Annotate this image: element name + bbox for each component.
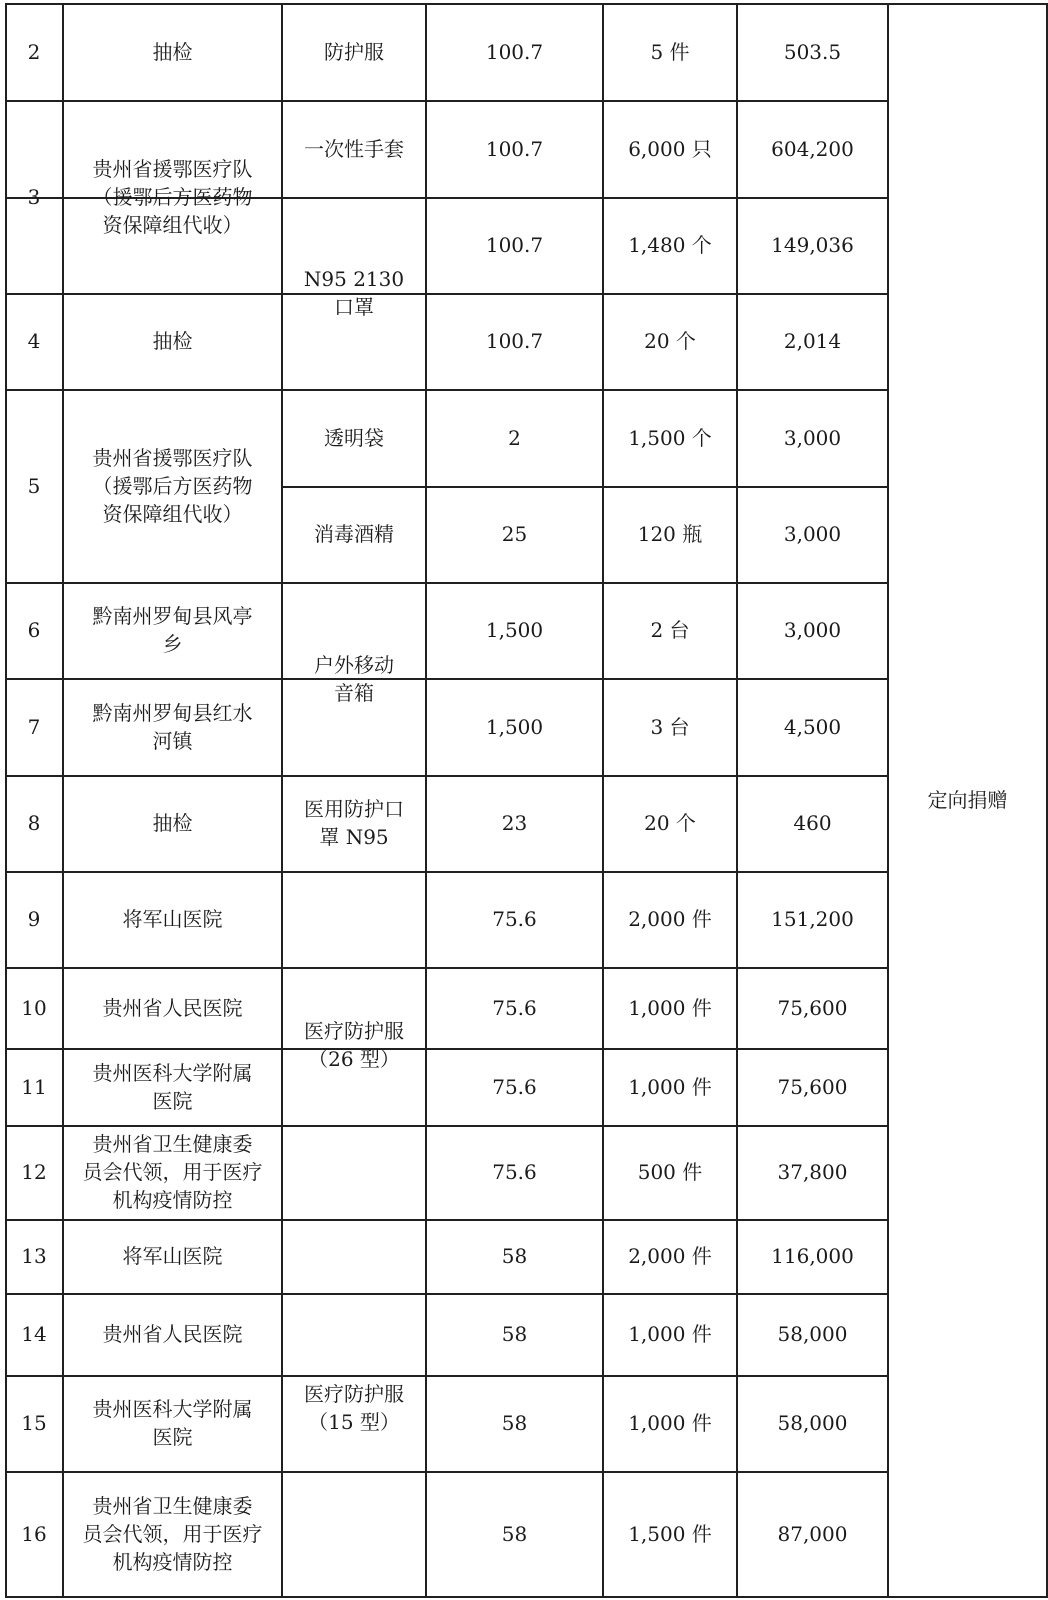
price-cell: 58	[501, 1322, 528, 1346]
grid-line	[5, 1596, 1048, 1598]
item-cell: 透明袋	[324, 425, 384, 450]
item-cell: 防护服	[324, 39, 384, 64]
amount-cell: 3,000	[783, 522, 842, 546]
recipient-cell: 贵州省援鄂医疗队 （援鄂后方医药物 资保障组代收）	[92, 156, 253, 237]
recipient-cell: 贵州省援鄂医疗队 （援鄂后方医药物 资保障组代收）	[92, 445, 253, 526]
row-number: 16	[21, 1521, 47, 1546]
quantity-cell: 6,000 只	[628, 136, 712, 161]
row-number: 13	[21, 1244, 47, 1268]
price-cell: 58	[501, 1521, 528, 1546]
amount-cell: 151,200	[771, 907, 854, 931]
quantity-cell: 2,000 件	[628, 907, 712, 931]
recipient-cell: 将军山医院	[122, 907, 223, 931]
row-number: 6	[27, 618, 41, 642]
amount-cell: 75,600	[777, 1074, 848, 1099]
price-cell: 1,500	[485, 618, 544, 642]
recipient-cell: 将军山医院	[122, 1244, 223, 1268]
price-cell: 25	[501, 522, 528, 546]
recipient-cell: 抽检	[152, 39, 193, 64]
recipient-cell: 黔南州罗甸县风亭 乡	[92, 604, 253, 656]
recipient-cell: 抽检	[152, 329, 193, 353]
row-number: 3	[27, 184, 41, 209]
quantity-cell: 2 台	[650, 618, 690, 642]
row-number: 7	[27, 714, 41, 739]
quantity-cell: 1,480 个	[628, 233, 712, 257]
quantity-cell: 20 个	[644, 811, 696, 835]
amount-cell: 75,600	[777, 995, 848, 1020]
recipient-cell: 黔南州罗甸县红水 河镇	[92, 700, 253, 753]
quantity-cell: 1,000 件	[628, 995, 712, 1020]
row-number: 2	[27, 39, 41, 64]
price-cell: 75.6	[492, 1074, 537, 1099]
price-cell: 58	[501, 1411, 528, 1435]
price-cell: 2	[508, 425, 521, 450]
amount-cell: 87,000	[777, 1521, 848, 1546]
amount-cell: 460	[793, 811, 832, 835]
row-number: 10	[21, 995, 47, 1020]
amount-cell: 3,000	[783, 618, 842, 642]
recipient-cell: 贵州医科大学附属 医院	[92, 1060, 253, 1113]
row-number: 15	[21, 1411, 47, 1435]
row-number: 12	[21, 1160, 47, 1184]
quantity-cell: 1,000 件	[628, 1322, 712, 1346]
donation-table	[5, 3, 1048, 1598]
amount-cell: 116,000	[771, 1244, 854, 1268]
price-cell: 75.6	[492, 1160, 537, 1184]
quantity-cell: 20 个	[644, 329, 696, 353]
quantity-cell: 500 件	[637, 1160, 703, 1184]
quantity-cell: 3 台	[650, 714, 690, 739]
recipient-cell: 贵州省卫生健康委 员会代领，用于医疗 机构疫情防控	[82, 1132, 263, 1212]
price-cell: 58	[501, 1244, 528, 1268]
price-cell: 100.7	[485, 39, 544, 64]
amount-cell: 149,036	[771, 233, 854, 257]
amount-cell: 37,800	[777, 1160, 848, 1184]
quantity-cell: 1,500 个	[628, 425, 712, 450]
quantity-cell: 1,000 件	[628, 1411, 712, 1435]
amount-cell: 58,000	[777, 1322, 848, 1346]
row-number: 11	[21, 1074, 47, 1099]
row-number: 4	[27, 329, 41, 353]
row-number: 5	[27, 473, 41, 498]
amount-cell: 58,000	[777, 1411, 848, 1435]
price-cell: 100.7	[485, 136, 544, 161]
item-cell: 户外移动 音箱	[314, 652, 394, 705]
row-number: 14	[21, 1322, 47, 1346]
recipient-cell: 抽检	[152, 811, 193, 835]
price-cell: 23	[501, 811, 528, 835]
amount-cell: 3,000	[783, 425, 842, 450]
amount-cell: 2,014	[783, 329, 842, 353]
recipient-cell: 贵州省人民医院	[102, 1322, 243, 1346]
quantity-cell: 5 件	[650, 39, 690, 64]
price-cell: 75.6	[492, 907, 537, 931]
quantity-cell: 1,000 件	[628, 1074, 712, 1099]
price-cell: 75.6	[492, 995, 537, 1020]
quantity-cell: 2,000 件	[628, 1244, 712, 1268]
item-cell: 医疗防护服 （26 型）	[304, 1019, 404, 1071]
recipient-cell: 贵州省卫生健康委 员会代领，用于医疗 机构疫情防控	[82, 1493, 263, 1574]
quantity-cell: 1,500 件	[628, 1521, 712, 1546]
price-cell: 100.7	[485, 329, 544, 353]
item-cell: N95 2130 口罩	[303, 267, 405, 319]
row-number: 9	[27, 907, 41, 931]
amount-cell: 503.5	[783, 39, 842, 64]
remark-cell: 定向捐赠	[927, 787, 1008, 812]
item-cell: 医用防护口 罩 N95	[304, 797, 404, 849]
amount-cell: 604,200	[771, 136, 854, 161]
item-cell: 一次性手套	[304, 136, 404, 161]
recipient-cell: 贵州医科大学附属 医院	[92, 1397, 253, 1449]
row-number: 8	[27, 811, 41, 835]
recipient-cell: 贵州省人民医院	[102, 995, 243, 1020]
price-cell: 100.7	[485, 233, 544, 257]
item-cell: 医疗防护服 （15 型）	[304, 1381, 404, 1434]
price-cell: 1,500	[485, 714, 544, 739]
amount-cell: 4,500	[783, 714, 842, 739]
item-cell: 消毒酒精	[314, 522, 394, 546]
quantity-cell: 120 瓶	[637, 522, 703, 546]
